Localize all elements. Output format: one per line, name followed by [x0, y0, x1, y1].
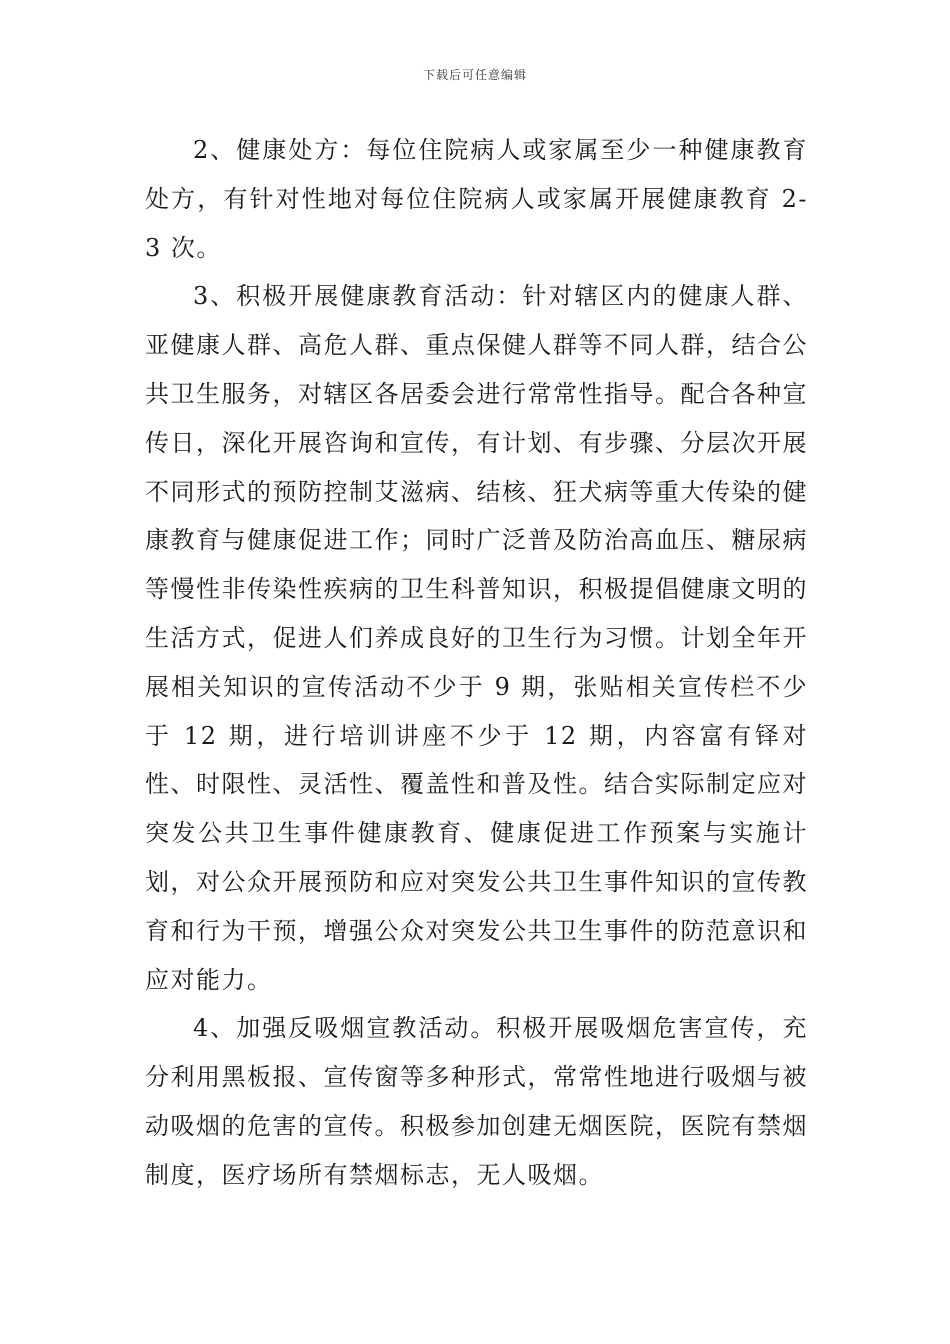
- paragraph-anti-smoking: 4、加强反吸烟宣教活动。积极开展吸烟危害宣传，充分利用黑板报、宣传窗等多种形式，常常性地进行吸烟与被动吸烟的危害的宣传。积极参加创建无烟医院，医院有禁烟制度，医疗场所有禁烟标志，无人吸烟。: [145, 1014, 808, 1189]
- document-body: [145, 126, 808, 1200]
- page-header-note: 下载后可任意编辑: [422, 68, 527, 82]
- paragraph-health-prescription: 2、健康处方：每位住院病人或家属至少一种健康教育处方，有针对性地对每位住院病人或家属开展健康教育 2-3 次。: [145, 136, 808, 262]
- paragraph-health-education-activities: 3、积极开展健康教育活动：针对辖区内的健康人群、亚健康人群、高危人群、重点保健人群等不同人群，结合公共卫生服务，对辖区各居委会进行常常性指导。配合各种宣传日，深化开展咨询和宣传，有计划、有步骤、分层次开展不同形式的预防控制艾滋病、结核、狂犬病等重大传染的健康教育与健康促进工作；同时广泛普及防治高血压、糖尿病等慢性非传染性疾病的卫生科普知识，积极提倡健康文明的生活方式，促进人们养成良好的卫生行为习惯。计划全年开展相关知识的宣传活动不少于 9 期，张贴相关宣传栏不少于 12 期，进行培训讲座不少于 12 期，内容富有铎对性、时限性、灵活性、覆盖性和普及性。结合实际制定应对突发公共卫生事件健康教育、健康促进工作预案与实施计划，对公众开展预防和应对突发公共卫生事件知识的宣传教育和行为干预，增强公众对突发公共卫生事件的防范意识和应对能力。: [145, 282, 808, 994]
